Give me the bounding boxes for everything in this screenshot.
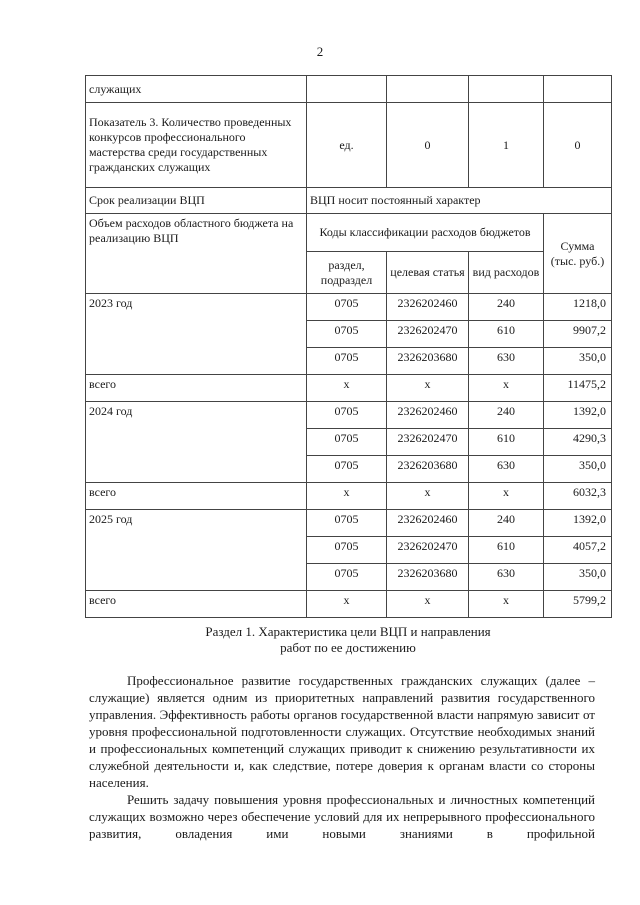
- section-cell: 0705: [307, 402, 387, 429]
- type-cell: 610: [469, 429, 544, 456]
- article-cell: х: [387, 483, 469, 510]
- article-cell: 2326202460: [387, 294, 469, 321]
- type-cell: 610: [469, 537, 544, 564]
- section-heading: [85, 624, 611, 656]
- article-cell: 2326202460: [387, 402, 469, 429]
- paragraph: Решить задачу повышения уровня профессиональных и личностных компетенций служащих возможно через обеспечение условий для их непрерывного профессионального развития, овладения ими новыми знаниями в профильной: [89, 792, 595, 841]
- period-label: Срок реализации ВЦП: [86, 188, 307, 214]
- total-row: [86, 591, 612, 618]
- section-cell: 0705: [307, 294, 387, 321]
- sum-cell: 350,0: [544, 348, 612, 375]
- paragraph: Профессиональное развитие государственных гражданских служащих (далее – служащие) является одним из приоритетных направлений развития государственного управления. Эффективность работы органов государственной власти напрямую зависит от уровня профессиональной подготовленности служащих. Отсутствие необходимых знаний и профессиональных компетенций служащих приводит к снижению результативности их служебной деятельности и, как следствие, потере доверия к органам власти со стороны населения.: [89, 673, 595, 790]
- section-cell: 0705: [307, 510, 387, 537]
- year-label: 2023 год: [86, 294, 307, 375]
- budget-label: Объем расходов областного бюджета на реализацию ВЦП: [86, 214, 307, 294]
- sum-cell: 9907,2: [544, 321, 612, 348]
- sum-cell: 1392,0: [544, 510, 612, 537]
- section-cell: 0705: [307, 564, 387, 591]
- type-header: вид расходов: [469, 252, 544, 294]
- type-cell: 240: [469, 294, 544, 321]
- codes-header: Коды классификации расходов бюджетов: [307, 214, 544, 252]
- section-cell: х: [307, 483, 387, 510]
- table-row: [86, 294, 612, 321]
- section-heading-line: работ по ее достижению: [280, 640, 416, 655]
- sum-cell: 1392,0: [544, 402, 612, 429]
- sum-cell: 1218,0: [544, 294, 612, 321]
- total-row: [86, 483, 612, 510]
- type-cell: 610: [469, 321, 544, 348]
- sum-cell: 4290,3: [544, 429, 612, 456]
- year-label: 2025 год: [86, 510, 307, 591]
- sum-header: Сумма (тыс. руб.): [544, 214, 612, 294]
- indicator-value: 1: [469, 103, 544, 188]
- page-number: 2: [316, 44, 324, 59]
- indicator-row: [86, 103, 612, 188]
- budget-table: [85, 75, 612, 618]
- article-cell: 2326203680: [387, 564, 469, 591]
- section-cell: 0705: [307, 348, 387, 375]
- article-cell: 2326202460: [387, 510, 469, 537]
- section-cell: 0705: [307, 537, 387, 564]
- type-cell: 240: [469, 402, 544, 429]
- section-heading-line: Раздел 1. Характеристика цели ВЦП и направления: [205, 624, 491, 639]
- indicator-unit: ед.: [307, 103, 387, 188]
- total-label: всего: [86, 375, 307, 402]
- period-row: [86, 188, 612, 214]
- section-cell: х: [307, 591, 387, 618]
- body-text: [89, 672, 595, 842]
- section-cell: 0705: [307, 456, 387, 483]
- type-cell: х: [469, 375, 544, 402]
- type-cell: 240: [469, 510, 544, 537]
- section-cell: 0705: [307, 429, 387, 456]
- sum-cell: 4057,2: [544, 537, 612, 564]
- section-cell: 0705: [307, 321, 387, 348]
- section-header: раздел, подраздел: [307, 252, 387, 294]
- type-cell: 630: [469, 456, 544, 483]
- article-cell: х: [387, 375, 469, 402]
- article-header: целевая статья: [387, 252, 469, 294]
- total-label: всего: [86, 591, 307, 618]
- table-row: [86, 76, 612, 103]
- article-cell: 2326202470: [387, 537, 469, 564]
- total-row: [86, 375, 612, 402]
- indicator-value: 0: [544, 103, 612, 188]
- table-row: [86, 510, 612, 537]
- first-row-label: служащих: [86, 76, 307, 103]
- type-cell: х: [469, 483, 544, 510]
- article-cell: 2326202470: [387, 321, 469, 348]
- period-value: ВЦП носит постоянный характер: [307, 188, 612, 214]
- sum-cell: 350,0: [544, 564, 612, 591]
- article-cell: х: [387, 591, 469, 618]
- table-row: [86, 402, 612, 429]
- article-cell: 2326202470: [387, 429, 469, 456]
- indicator-value: 0: [387, 103, 469, 188]
- sum-cell: 350,0: [544, 456, 612, 483]
- indicator-label: Показатель 3. Количество проведенных конкурсов профессионального мастерства среди государственных гражданских служащих: [86, 103, 307, 188]
- budget-header-row: [86, 214, 612, 252]
- sum-cell: 11475,2: [544, 375, 612, 402]
- section-cell: х: [307, 375, 387, 402]
- type-cell: 630: [469, 348, 544, 375]
- sum-cell: 6032,3: [544, 483, 612, 510]
- type-cell: 630: [469, 564, 544, 591]
- type-cell: х: [469, 591, 544, 618]
- total-label: всего: [86, 483, 307, 510]
- sum-cell: 5799,2: [544, 591, 612, 618]
- article-cell: 2326203680: [387, 348, 469, 375]
- article-cell: 2326203680: [387, 456, 469, 483]
- year-label: 2024 год: [86, 402, 307, 483]
